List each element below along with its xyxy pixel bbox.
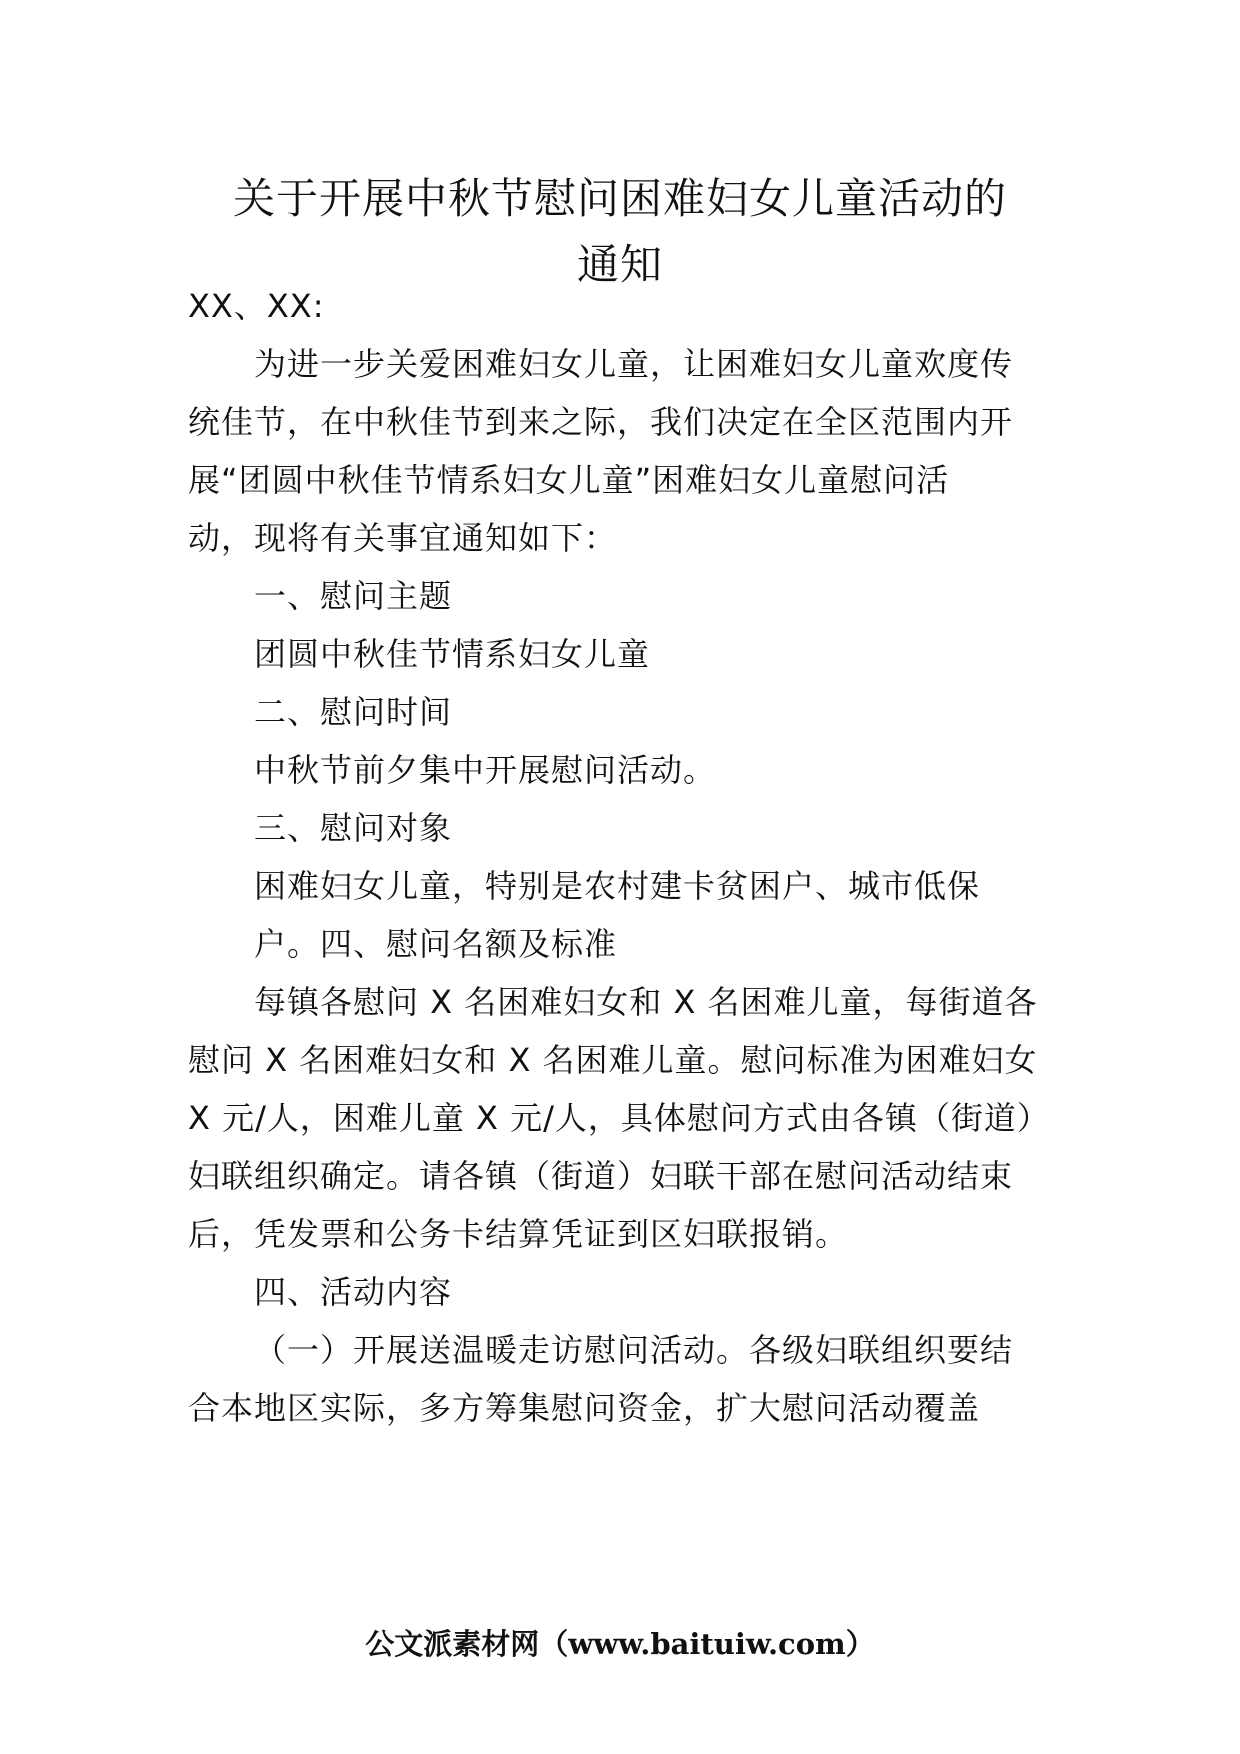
section-heading: 四、活动内容 xyxy=(254,1273,453,1311)
paragraph-line: 慰问 X 名困难妇女和 X 名困难儿童。慰问标准为困难妇女 xyxy=(188,1041,1038,1079)
document-title-line-1: 关于开展中秋节慰问困难妇女儿童活动的 xyxy=(232,174,1007,223)
section-heading: 二、慰问时间 xyxy=(254,693,453,731)
paragraph-line: 统佳节，在中秋佳节到来之际，我们决定在全区范围内开 xyxy=(188,403,1014,441)
paragraph-line: 为进一步关爱困难妇女儿童，让困难妇女儿童欢度传 xyxy=(254,345,1014,383)
section-heading: 三、慰问对象 xyxy=(254,809,453,847)
document-title-line-2: 通知 xyxy=(576,240,663,289)
paragraph-line: （一）开展送温暖走访慰问活动。各级妇联组织要结 xyxy=(254,1331,1014,1369)
paragraph-line: 户。四、慰问名额及标准 xyxy=(254,925,618,963)
paragraph-line: 合本地区实际，多方筹集慰问资金，扩大慰问活动覆盖 xyxy=(188,1389,981,1427)
paragraph-line: 妇联组织确定。请各镇（街道）妇联干部在慰问活动结束 xyxy=(188,1157,1014,1195)
paragraph-line: 每镇各慰问 X 名困难妇女和 X 名困难儿童，每街道各 xyxy=(254,983,1038,1021)
footer-watermark: 公文派素材网（www.baituiw.com） xyxy=(365,1627,875,1661)
salutation: XX、XX: xyxy=(188,287,325,325)
section-heading: 一、慰问主题 xyxy=(254,577,453,615)
paragraph-line: X 元/人，困难儿童 X 元/人，具体慰问方式由各镇（街道） xyxy=(188,1099,1050,1137)
paragraph-line: 后，凭发票和公务卡结算凭证到区妇联报销。 xyxy=(188,1215,849,1253)
paragraph-line: 动，现将有关事宜通知如下： xyxy=(188,519,618,557)
paragraph-line: 中秋节前夕集中开展慰问活动。 xyxy=(254,751,717,789)
paragraph-line: 展“团圆中秋佳节情系妇女儿童”困难妇女儿童慰问活 xyxy=(188,461,950,499)
paragraph-line: 困难妇女儿童，特别是农村建卡贫困户、城市低保 xyxy=(254,867,981,905)
paragraph-line: 团圆中秋佳节情系妇女儿童 xyxy=(254,635,651,673)
